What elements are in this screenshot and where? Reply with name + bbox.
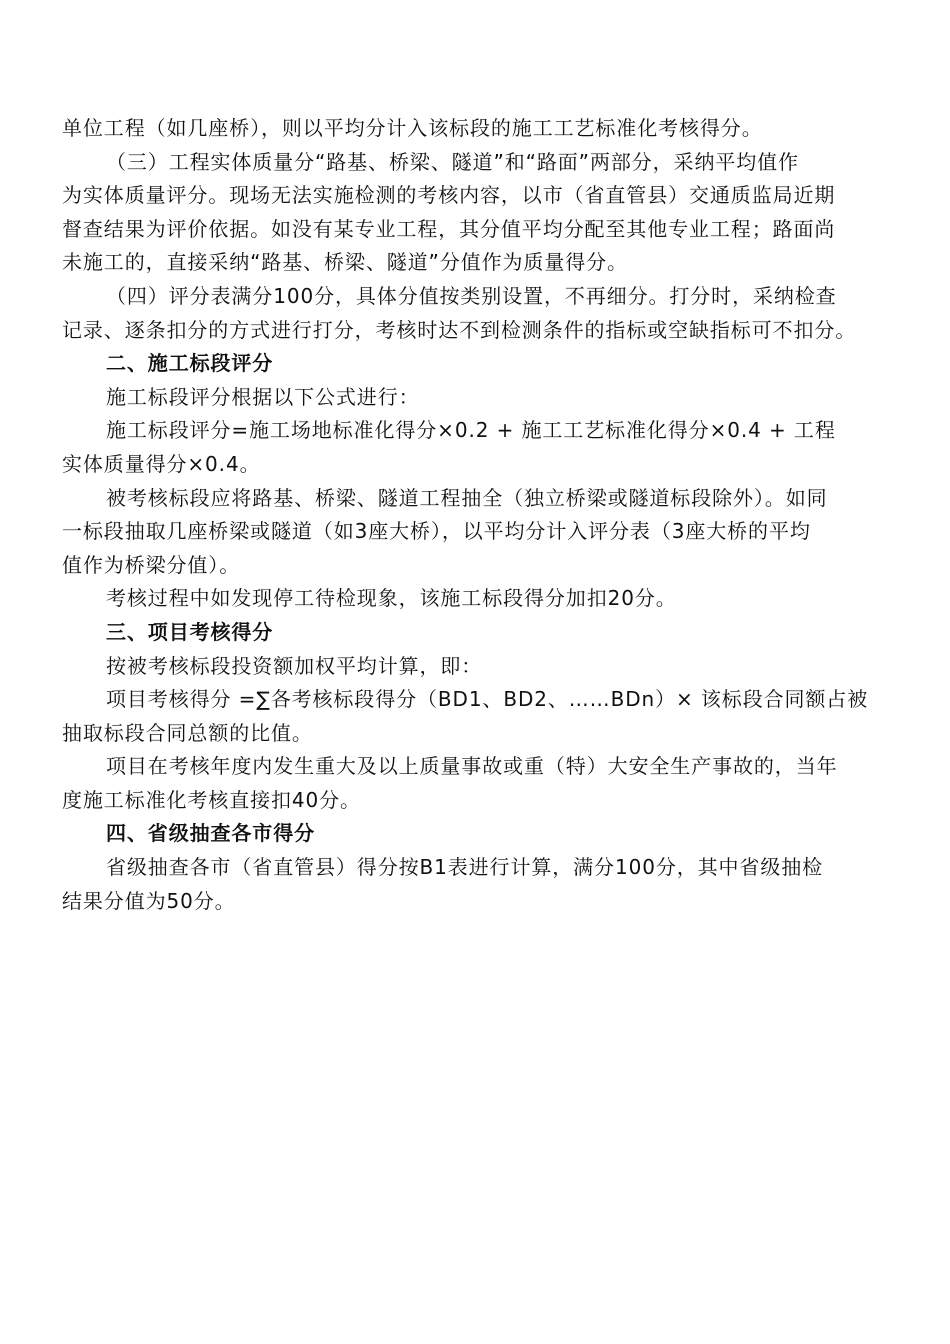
document-body [62, 112, 888, 918]
section-heading: 四、省级抽查各市得分 [106, 821, 315, 846]
paragraph-line: 项目在考核年度内发生重大及以上质量事故或重（特）大安全生产事故的，当年 [106, 754, 838, 779]
paragraph-line: 度施工标准化考核直接扣40分。 [62, 787, 361, 812]
paragraph-line: 单位工程（如几座桥），则以平均分计入该标段的施工工艺标准化考核得分。 [62, 116, 763, 140]
section-heading: 二、施工标段评分 [106, 351, 274, 376]
paragraph-line: 值作为桥梁分值）。 [62, 552, 241, 577]
formula-line: 项目考核得分 =∑各考核标段得分（BD1、BD2、……BDn）× 该标段合同额占被 [106, 687, 869, 712]
paragraph-line: 被考核标段应将路基、桥梁、隧道工程抽全（独立桥梁或隧道标段除外）。如同 [106, 485, 828, 510]
paragraph-line: 为实体质量评分。现场无法实施检测的考核内容，以市（省直管县）交通质监局近期 [62, 183, 836, 208]
paragraph-line: 未施工的，直接采纳“路基、桥梁、隧道”分值作为质量得分。 [62, 250, 628, 275]
paragraph-line: 一标段抽取几座桥梁或隧道（如3座大桥），以平均分计入评分表（3座大桥的平均 [62, 519, 811, 544]
formula-line: 抽取标段合同总额的比值。 [62, 720, 313, 745]
paragraph-line: 记录、逐条扣分的方式进行打分，考核时达不到检测条件的指标或空缺指标可不扣分。 [62, 317, 857, 342]
paragraph-line: 施工标段评分根据以下公式进行： [106, 384, 420, 409]
section-heading: 三、项目考核得分 [106, 619, 274, 644]
paragraph-line: 省级抽查各市（省直管县）得分按B1表进行计算，满分100分，其中省级抽检 [106, 855, 824, 880]
paragraph-line: 考核过程中如发现停工待检现象，该施工标段得分加扣20分。 [106, 586, 677, 611]
paragraph-line: （四）评分表满分100分，具体分值按类别设置，不再细分。打分时，采纳检查 [106, 283, 837, 308]
paragraph-line: 按被考核标段投资额加权平均计算，即： [106, 653, 483, 678]
formula-line: 实体质量得分×0.4。 [62, 451, 261, 476]
paragraph-line: 结果分值为50分。 [62, 888, 236, 913]
paragraph-line: 督查结果为评价依据。如没有某专业工程，其分值平均分配至其他专业工程；路面尚 [62, 216, 836, 241]
formula-line: 施工标段评分=施工场地标准化得分×0.2 + 施工工艺标准化得分×0.4 + 工程 [106, 418, 836, 443]
paragraph-line: （三）工程实体质量分“路基、桥梁、隧道”和“路面”两部分，采纳平均值作 [106, 149, 799, 174]
